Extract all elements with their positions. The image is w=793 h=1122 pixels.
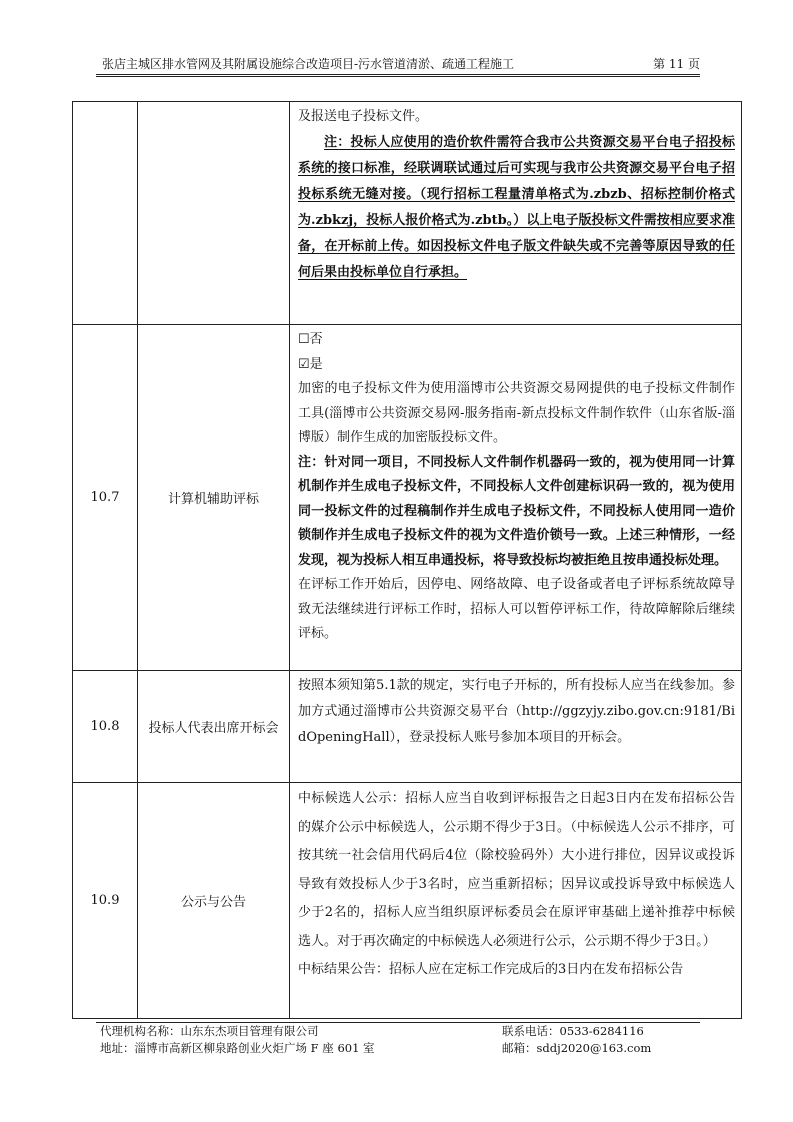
agency-name: 代理机构名称：山东东杰项目管理有限公司 xyxy=(100,1024,319,1038)
clause-content-cell xyxy=(290,783,742,1019)
option-yes-checkbox: ☑是 xyxy=(298,357,323,372)
agency-address: 地址：淄博市高新区柳泉路创业火炬广场 F 座 601 室 xyxy=(100,1041,375,1055)
clause-content-cell xyxy=(290,671,742,783)
contact-email: 邮箱：sddj2020@163.com xyxy=(502,1041,652,1055)
header-rule xyxy=(96,74,700,75)
content-paragraph: 按照本须知第5.1款的规定，实行电子开标的，所有投标人应当在线参加。参加方式通过淄博市公共资源交易平台（http://ggzyjy.zibo.gov.cn:9181/BidOpeningHall），登录投标人账号参加本项目的开标会。 xyxy=(298,678,735,745)
bid-data-table xyxy=(72,101,742,1019)
page-header xyxy=(96,54,700,74)
table-row xyxy=(73,671,742,783)
content-paragraph: 中标候选人公示：招标人应当自收到评标报告之日起3日内在发布招标公告的媒介公示中标候选人，公示期不得少于3日。（中标候选人公示不排序，可按其统一社会信用代码后4位（除校验码外）大小进行排位，因异议或投诉导致有效投标人少于3名时，应当重新招标；因异议或投诉导致中标候选人少于2名的，招标人应当组织原评标委员会在原评审基础上递补推荐中标候选人。对于再次确定的中标候选人必须进行公示，公示期不得少于3日。） xyxy=(298,791,735,949)
page-footer xyxy=(100,1023,700,1057)
clause-content-cell xyxy=(290,102,742,325)
clause-number-cell: 10.8 xyxy=(73,671,138,783)
clause-item-cell: 投标人代表出席开标会 xyxy=(138,671,290,783)
clause-item-cell: 计算机辅助评标 xyxy=(138,325,290,671)
option-no-checkbox: ☐否 xyxy=(298,332,323,347)
note-paragraph: 注：针对同一项目，不同投标人文件制作机器码一致的，视为使用同一计算机制作并生成电子投标文件，不同投标人文件创建标识码一致的，视为使用同一投标文件的过程稿制作并生成电子投标文件，不同投标人使用同一造价锁制作并生成电子投标文件的视为文件造价锁号一致。上述三种情形，一经发现，视为投标人相互串通投标，将导致投标均被拒绝且按串通投标处理。 xyxy=(298,454,735,568)
table-row xyxy=(73,325,742,671)
table-row xyxy=(73,102,742,325)
clause-content-cell xyxy=(290,325,742,671)
note-paragraph: 注：投标人应使用的造价软件需符合我市公共资源交易平台电子招投标系统的接口标准，经联调联试通过后可实现与我市公共资源交易平台电子招投标系统无缝对接。（现行招标工程量清单格式为.zbzb、招标控制价格式为.zbkzj，投标人报价格式为.zbtb。）以上电子版投标文件需按相应要求准备，在开标前上传。如因投标文件电子版文件缺失或不完善等原因导致的任何后果由投标单位自行承担。 xyxy=(298,135,735,280)
clause-item-cell xyxy=(138,102,290,325)
clause-number-cell: 10.7 xyxy=(73,325,138,671)
content-paragraph: 加密的电子投标文件为使用淄博市公共资源交易网提供的电子投标文件制作工具(淄博市公共资源交易网-服务指南-新点投标文件制作软件（山东省版-淄博版）制作生成的加密版投标文件。 xyxy=(298,381,735,445)
page-number: 第 11 页 xyxy=(653,57,700,71)
document-title: 张店主城区排水管网及其附属设施综合改造项目-污水管道清淤、疏通工程施工 xyxy=(102,57,515,71)
contact-phone: 联系电话：0533-6284116 xyxy=(502,1024,644,1038)
clause-number-cell: 10.9 xyxy=(73,783,138,1019)
clause-number-cell xyxy=(73,102,138,325)
header-rule-2 xyxy=(96,76,700,77)
content-paragraph: 中标结果公告：招标人应在定标工作完成后的3日内在发布招标公告 xyxy=(298,962,684,977)
content-paragraph: 在评标工作开始后，因停电、网络故障、电子设备或者电子评标系统故障导致无法继续进行评标工作时，招标人可以暂停评标工作，待故障解除后继续评标。 xyxy=(298,577,735,641)
content-paragraph: 及报送电子投标文件。 xyxy=(298,109,429,124)
table-row xyxy=(73,783,742,1019)
clause-item-cell: 公示与公告 xyxy=(138,783,290,1019)
